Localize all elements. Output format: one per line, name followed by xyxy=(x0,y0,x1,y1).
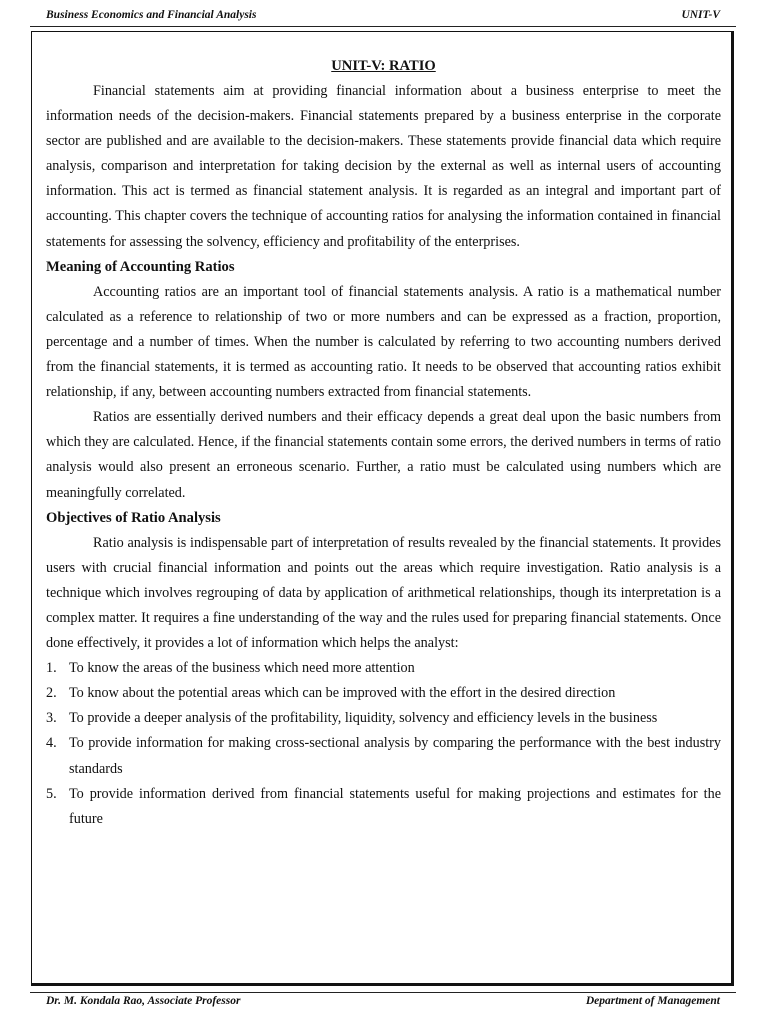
list-item xyxy=(46,681,721,706)
header-rule xyxy=(30,26,736,27)
list-item-number: 1. xyxy=(46,660,57,677)
list-item xyxy=(46,782,721,832)
list-item-number: 2. xyxy=(46,685,57,702)
list-item-number: 3. xyxy=(46,710,57,727)
list-item xyxy=(46,731,721,781)
list-item-text: To provide a deeper analysis of the profitability, liquidity, solvency and efficiency levels in the business xyxy=(69,710,658,727)
running-header xyxy=(46,9,720,25)
objectives-list xyxy=(46,656,721,832)
list-item-text: To provide information for making cross-sectional analysis by comparing the performance with the best industry standards xyxy=(69,735,721,777)
list-item-text: To provide information derived from financial statements useful for making projections and estimates for the future xyxy=(69,785,721,827)
page-title: UNIT-V: RATIO xyxy=(331,58,436,74)
list-item-text: To know the areas of the business which need more attention xyxy=(69,660,415,677)
section-heading-meaning: Meaning of Accounting Ratios xyxy=(46,258,235,275)
footer-department: Department of Management xyxy=(585,995,720,1007)
list-item-number: 5. xyxy=(46,785,57,802)
meaning-paragraph-2: Ratios are essentially derived numbers and their efficacy depends a great deal upon the basic numbers from which they are calculated. Hence, if the financial statements contain some errors, the derived numbers in terms of ratio analysis would also present an erroneous scenario. Further, a ratio must be calculated using numbers which are meaningfully correlated. xyxy=(46,409,721,501)
list-item xyxy=(46,706,721,731)
list-item xyxy=(46,656,721,681)
list-item-text: To know about the potential areas which can be improved with the effort in the desired direction xyxy=(69,685,616,702)
footer-rule xyxy=(30,992,736,993)
running-footer xyxy=(46,995,720,1007)
header-unit-label: UNIT-V xyxy=(681,9,720,21)
page-content xyxy=(46,55,721,832)
section-heading-objectives: Objectives of Ratio Analysis xyxy=(46,509,221,526)
intro-paragraph: Financial statements aim at providing financial information about a business enterprise to meet the information needs of the decision-makers. Financial statements prepared by a business enterprise in the corporate sector are published and are available to the decision-makers. These statements provide financial data which require analysis, comparison and interpretation for taking decision by the external as well as internal users of accounting information. This act is termed as financial statement analysis. It is regarded as an integral and important part of accounting. This chapter covers the technique of accounting ratios for analysing the information contained in financial statements for assessing the solvency, efficiency and profitability of the enterprises. xyxy=(46,83,721,250)
footer-author: Dr. M. Kondala Rao, Associate Professor xyxy=(46,995,241,1007)
objectives-paragraph: Ratio analysis is indispensable part of interpretation of results revealed by the financial statements. It provides users with crucial financial information and points out the areas which require investigation. Ratio analysis is a technique which involves regrouping of data by application of arithmetical relationships, though its interpretation is a complex matter. It requires a fine understanding of the way and the rules used for preparing financial statements. Once done effectively, it provides a lot of information which helps the analyst: xyxy=(46,534,721,652)
list-item-number: 4. xyxy=(46,735,57,752)
header-course-title: Business Economics and Financial Analysis xyxy=(46,9,257,21)
meaning-paragraph-1: Accounting ratios are an important tool of financial statements analysis. A ratio is a mathematical number calculated as a reference to relationship of two or more numbers and can be expressed as a fraction, proportion, percentage and a number of times. When the number is calculated by referring to two accounting numbers derived from the financial statements, it is termed as accounting ratio. It needs to be observed that accounting ratios exhibit relationship, if any, between accounting numbers extracted from financial statements. xyxy=(46,283,721,401)
